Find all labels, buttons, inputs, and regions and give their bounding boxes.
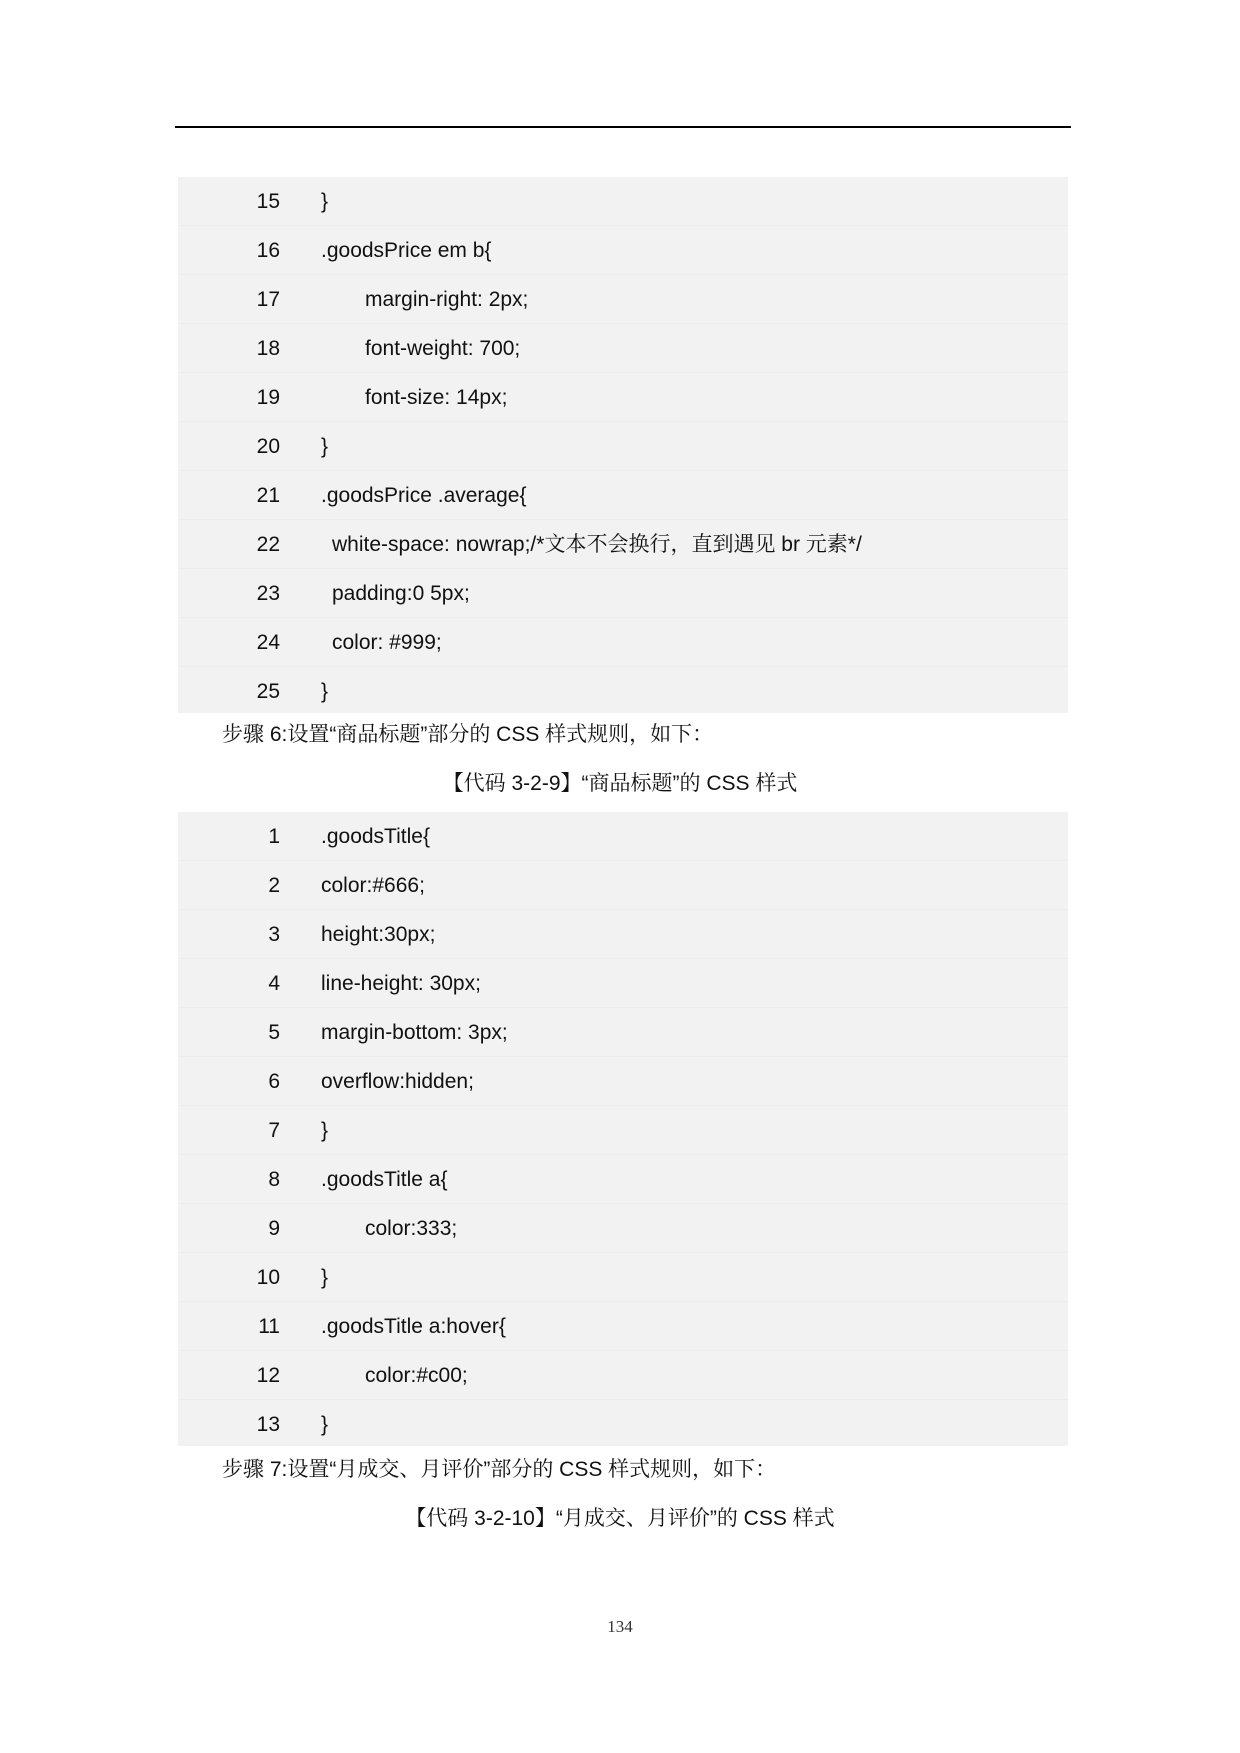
code-text: }: [321, 1266, 329, 1289]
line-number: 12: [256, 1364, 280, 1387]
line-number: 11: [258, 1315, 280, 1338]
line-number: 9: [268, 1217, 280, 1240]
code-text: margin-bottom: 3px;: [321, 1021, 508, 1044]
code-text: color:333;: [365, 1217, 458, 1240]
code-block-1: [178, 177, 1068, 713]
line-number: 5: [268, 1021, 280, 1044]
line-number: 25: [256, 680, 280, 703]
line-number: 7: [268, 1119, 280, 1142]
code-line: [178, 1400, 1068, 1449]
code-text: .goodsTitle a:hover{: [321, 1315, 506, 1338]
header-rule: [175, 126, 1071, 128]
code-text: }: [321, 435, 329, 458]
code-line: [178, 1253, 1068, 1302]
code-line: [178, 667, 1068, 716]
line-number: 3: [268, 923, 280, 946]
line-number: 2: [268, 874, 280, 897]
code-line: [178, 226, 1068, 275]
line-number: 4: [268, 972, 280, 995]
code-text: color:#666;: [321, 874, 425, 897]
code-text: }: [321, 190, 329, 213]
code-line: [178, 1057, 1068, 1106]
code-line: [178, 275, 1068, 324]
line-number: 18: [256, 337, 280, 360]
code-text: .goodsPrice .average{: [321, 484, 527, 507]
code-text: overflow:hidden;: [321, 1070, 474, 1093]
line-number: 1: [268, 825, 280, 848]
code-line: [178, 373, 1068, 422]
line-number: 10: [256, 1266, 280, 1289]
code-text: white-space: nowrap;/*文本不会换行，直到遇见 br 元素*/: [332, 533, 862, 556]
code-text: margin-right: 2px;: [365, 288, 529, 311]
code-line: [178, 1106, 1068, 1155]
code-line: [178, 177, 1068, 226]
step-7-text: 步骤 7:设置“月成交、月评价”部分的 CSS 样式规则，如下：: [222, 1458, 777, 1481]
page-number: 134: [607, 1617, 633, 1636]
code-line: [178, 520, 1068, 569]
code-line: [178, 471, 1068, 520]
code-text: font-size: 14px;: [365, 386, 508, 409]
line-number: 21: [256, 484, 280, 507]
code-text: }: [321, 1413, 329, 1436]
line-number: 23: [256, 582, 280, 605]
code-text: padding:0 5px;: [332, 582, 470, 605]
code-line: [178, 1204, 1068, 1253]
step-6-text: 步骤 6:设置“商品标题”部分的 CSS 样式规则，如下：: [222, 723, 714, 746]
code-line: [178, 1351, 1068, 1400]
code-line: [178, 422, 1068, 471]
code-text: line-height: 30px;: [321, 972, 481, 995]
code-text: height:30px;: [321, 923, 436, 946]
line-number: 8: [268, 1168, 280, 1191]
line-number: 16: [256, 239, 280, 262]
code-line: [178, 910, 1068, 959]
code-line: [178, 1155, 1068, 1204]
code-text: .goodsTitle a{: [321, 1168, 448, 1191]
code-line: [178, 812, 1068, 861]
code-line: [178, 1008, 1068, 1057]
line-number: 22: [256, 533, 280, 556]
code-line: [178, 861, 1068, 910]
line-number: 15: [256, 190, 280, 213]
code-text: }: [321, 680, 329, 703]
code-line: [178, 1302, 1068, 1351]
code-caption-3-2-9: 【代码 3-2-9】“商品标题”的 CSS 样式: [442, 772, 798, 795]
code-block-2: [178, 812, 1068, 1446]
line-number: 24: [256, 631, 280, 654]
line-number: 6: [268, 1070, 280, 1093]
code-line: [178, 324, 1068, 373]
code-caption-3-2-10: 【代码 3-2-10】“月成交、月评价”的 CSS 样式: [405, 1507, 835, 1530]
code-text: color:#c00;: [365, 1364, 468, 1387]
code-text: }: [321, 1119, 329, 1142]
code-line: [178, 569, 1068, 618]
line-number: 20: [256, 435, 280, 458]
code-line: [178, 959, 1068, 1008]
line-number: 13: [256, 1413, 280, 1436]
line-number: 17: [256, 288, 280, 311]
code-text: font-weight: 700;: [365, 337, 521, 360]
code-line: [178, 618, 1068, 667]
line-number: 19: [256, 386, 280, 409]
code-text: .goodsPrice em b{: [321, 239, 492, 262]
code-text: color: #999;: [332, 631, 442, 654]
code-text: .goodsTitle{: [321, 825, 430, 848]
